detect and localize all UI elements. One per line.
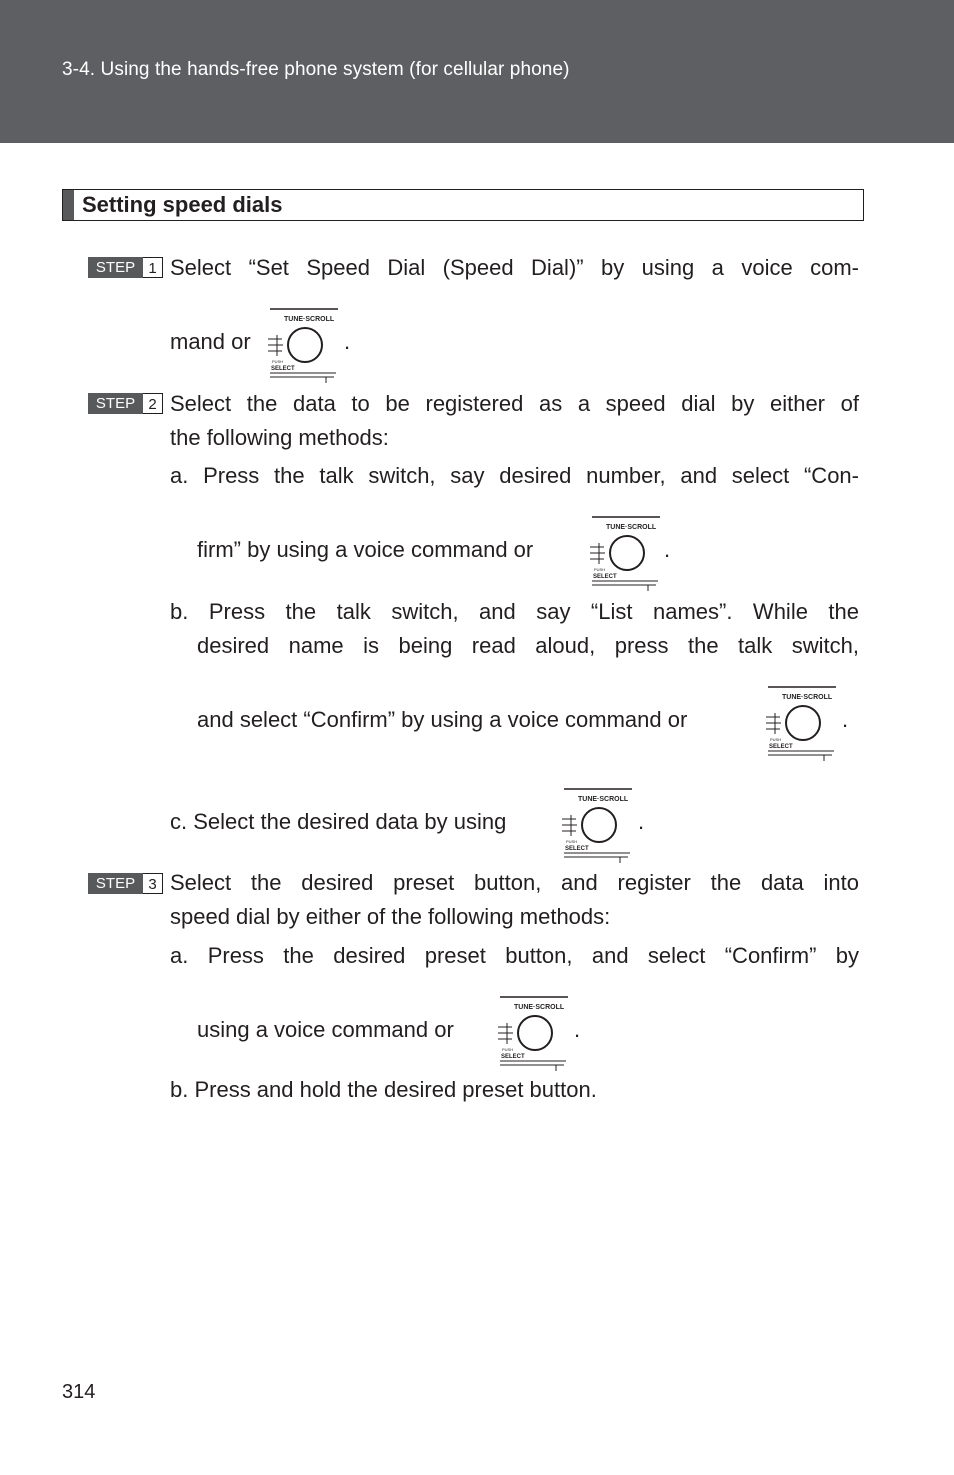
knob-select-label: SELECT [565,846,589,852]
knob-top-label: TUNE·SCROLL [606,524,657,531]
step-label: STEP [88,393,143,414]
knob-push-label: PUSH [770,737,782,742]
step-1-text-line2: mand or [170,329,251,354]
knob-top-label: TUNE·SCROLL [782,694,833,701]
section-title: Setting speed dials [82,192,283,217]
step-2-option-c-line1: c. Select the desired data by using [170,809,507,834]
step-number: 2 [143,393,163,414]
knob-top-label: TUNE·SCROLL [578,796,629,803]
step-2-option-b-line3: and select “Confirm” by using a voice command or [197,707,688,732]
step-3-text-line2: speed dial by either of the following methods: [170,904,611,929]
tune-scroll-knob-icon [562,786,634,869]
step-3-badge [88,873,163,894]
step-1-badge [88,257,163,278]
knob-top-label: TUNE·SCROLL [284,316,335,323]
step-2-text-line2: the following methods: [170,425,389,450]
step-3-option-a-period: . [574,1017,581,1042]
tune-scroll-knob-icon [268,306,340,389]
knob-push-label: PUSH [594,567,606,572]
step-1-text-line1: Select “Set Speed Dial (Speed Dial)” by using a voice com- [170,255,859,280]
section-heading-box [62,189,864,221]
page-number: 314 [62,1381,96,1403]
step-label: STEP [88,873,143,894]
header-section-title: 3-4. Using the hands-free phone system (for cellular phone) [62,59,570,80]
step-2-option-c-period: . [638,809,645,834]
step-2-option-b-line1: b. Press the talk switch, and say “List names”. While the [170,599,859,624]
step-2-badge [88,393,163,414]
tune-scroll-knob-icon [498,994,570,1077]
knob-push-label: PUSH [566,839,578,844]
step-1-period: . [344,329,351,354]
step-2-option-a-period: . [664,537,671,562]
tune-scroll-knob-icon [766,684,838,767]
step-3-option-b-line1: b. Press and hold the desired preset button. [170,1077,597,1102]
step-2-option-a-line1: a. Press the talk switch, say desired number, and select “Con- [170,463,859,488]
step-2-option-a-line2: firm” by using a voice command or [197,537,534,562]
page-header [0,0,954,143]
section-heading-bar [63,190,74,220]
step-2-option-b-period: . [842,707,849,732]
step-3-text-line1: Select the desired preset button, and register the data into [170,870,859,895]
step-label: STEP [88,257,143,278]
step-3-option-a-line1: a. Press the desired preset button, and select “Confirm” by [170,943,859,968]
knob-select-label: SELECT [593,574,617,580]
knob-push-label: PUSH [272,359,284,364]
knob-select-label: SELECT [271,366,295,372]
step-2-option-b-line2: desired name is being read aloud, press the talk switch, [197,633,859,658]
step-number: 1 [143,257,163,278]
step-2-text-line1: Select the data to be registered as a speed dial by either of [170,391,859,416]
knob-top-label: TUNE·SCROLL [514,1004,565,1011]
step-3-option-a-line2: using a voice command or [197,1017,454,1042]
knob-select-label: SELECT [769,744,793,750]
knob-push-label: PUSH [502,1047,514,1052]
tune-scroll-knob-icon [590,514,662,597]
step-number: 3 [143,873,163,894]
knob-select-label: SELECT [501,1054,525,1060]
